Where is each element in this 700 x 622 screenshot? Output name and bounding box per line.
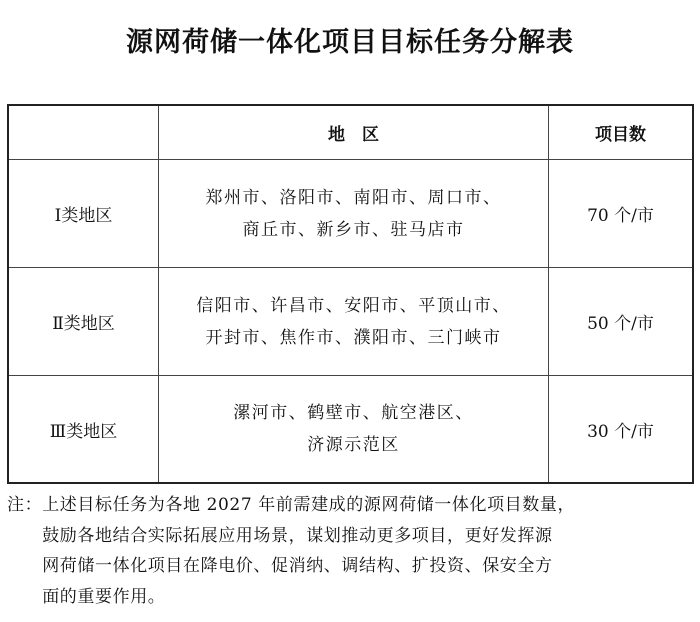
cities-line: 漯河市、鹤壁市、航空港区、 [233, 403, 474, 423]
region-cities [159, 160, 549, 267]
footnote-line: 网荷储一体化项目在降电价、促消纳、调结构、扩投资、保安全方 [7, 556, 553, 576]
cities-line: 信阳市、许昌市、安阳市、平顶山市、 [196, 295, 511, 316]
region-category: Ⅰ类地区 [9, 160, 159, 267]
region-cities [159, 268, 549, 375]
project-count: 70 个/市 [587, 206, 654, 226]
table-row [9, 268, 692, 376]
project-count: 50 个/市 [587, 314, 654, 334]
region-cities [159, 376, 549, 482]
footnote-line: 鼓励各地结合实际拓展应用场景，谋划推动更多项目，更好发挥源 [7, 525, 553, 546]
page-title: 源网荷储一体化项目目标任务分解表 [126, 27, 574, 58]
header-region: 地 区 [159, 106, 549, 159]
project-count: 30 个/市 [587, 421, 654, 442]
task-table [7, 104, 694, 484]
footnote-line: 注：上述目标任务为各地 2027 年前需建成的源网荷储一体化项目数量， [7, 495, 576, 515]
table-row [9, 160, 692, 268]
header-project-count: 项目数 [595, 125, 646, 145]
footnote [7, 490, 691, 612]
table-row [9, 376, 692, 482]
region-category: Ⅲ类地区 [9, 376, 159, 482]
cities-line: 商丘市、新乡市、驻马店市 [242, 219, 465, 240]
header-blank [9, 106, 159, 159]
cities-line: 郑州市、洛阳市、南阳市、周口市、 [205, 187, 502, 208]
cities-line: 开封市、焦作市、濮阳市、三门峡市 [205, 327, 502, 348]
footnote-line: 面的重要作用。 [7, 586, 166, 607]
cities-line: 济源示范区 [307, 435, 400, 455]
table-header-row [9, 106, 692, 160]
region-category: Ⅱ类地区 [9, 268, 159, 375]
